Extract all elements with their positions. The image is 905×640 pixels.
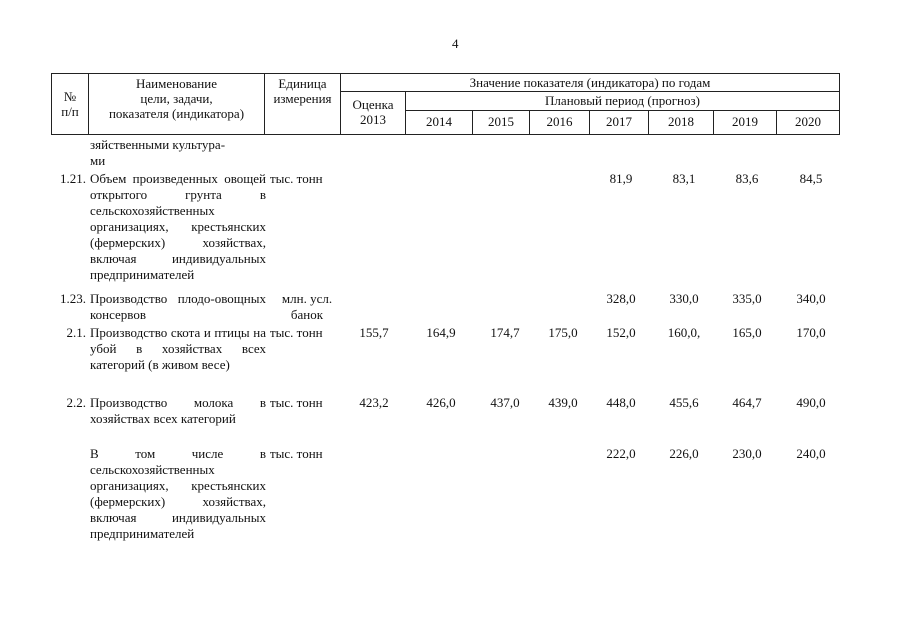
row-2-1-unit: тыс. тонн <box>270 325 323 340</box>
row-1-21-value-2017: 81,9 <box>609 171 633 186</box>
row-2-1-value-2015: 174,7 <box>490 325 520 340</box>
row-1-21-value-2020: 84,5 <box>799 171 823 186</box>
row-2-2-value-2020: 490,0 <box>796 395 826 410</box>
header-col-number: № п/п <box>61 89 79 119</box>
row-2-2-number: 2.2. <box>66 395 86 410</box>
row-2-2-value-2013: 423,2 <box>359 395 389 410</box>
header-year-2015: 2015 <box>488 114 514 129</box>
row-2-2-value-2014: 426,0 <box>426 395 456 410</box>
header-year-2017: 2017 <box>606 114 632 129</box>
row-2-1-value-2016: 175,0 <box>548 325 578 340</box>
row-1-23-value-2017: 328,0 <box>606 291 636 306</box>
row-1-21-name: Объем произведенных овощей открытого грунта в сельскохозяйственных организациях, крестьянских (фермерских) хозяйствах, включая индивидуальных предпринимателей <box>90 171 266 282</box>
row-1-23-value-2019: 335,0 <box>732 291 762 306</box>
row-1-21-number: 1.21. <box>60 171 86 186</box>
row-2-1-value-2020: 170,0 <box>796 325 826 340</box>
header-year-2014: 2014 <box>426 114 452 129</box>
row-1-23-value-2018: 330,0 <box>669 291 699 306</box>
row-2-1-value-2013: 155,7 <box>359 325 389 340</box>
row-1-23-value-2020: 340,0 <box>796 291 826 306</box>
row-2-2-value-2015: 437,0 <box>490 395 520 410</box>
header-planned-period: Плановый период (прогноз) <box>545 93 700 108</box>
row-2-1-value-2017: 152,0 <box>606 325 636 340</box>
row-continuation-name: зяйственными культура- ми <box>90 137 226 168</box>
row-subtotal-unit: тыс. тонн <box>270 446 323 461</box>
header-year-2019: 2019 <box>732 114 758 129</box>
row-2-2-value-2017: 448,0 <box>606 395 636 410</box>
row-2-1-value-2018: 160,0, <box>667 325 701 340</box>
header-year-2016: 2016 <box>546 114 573 129</box>
header-estimate-2013: Оценка 2013 <box>352 97 394 127</box>
row-subtotal-value-2017: 222,0 <box>606 446 636 461</box>
row-2-1-value-2014: 164,9 <box>426 325 456 340</box>
row-2-1-value-2019: 165,0 <box>732 325 762 340</box>
header-values-title: Значение показателя (индикатора) по годам <box>469 75 711 90</box>
row-1-23-unit: млн. усл. банок <box>281 291 333 322</box>
page-number: 4 <box>452 36 459 51</box>
row-subtotal-value-2020: 240,0 <box>796 446 826 461</box>
header-year-2020: 2020 <box>795 114 821 129</box>
row-2-1-number: 2.1. <box>66 325 86 340</box>
row-1-23-name: Производство плодо-овощных консервов <box>90 291 266 322</box>
row-1-21-value-2019: 83,6 <box>735 171 759 186</box>
header-year-2018: 2018 <box>668 114 694 129</box>
row-2-1-name: Производство скота и птицы на убой в хозяйствах всех категорий (в живом весе) <box>90 325 266 372</box>
row-1-21-unit: тыс. тонн <box>270 171 323 186</box>
row-subtotal-name: В том числе в сельскохозяйственных организациях, крестьянских (фермерских) хозяйствах, включая индивидуальных предпринимателей <box>90 446 266 541</box>
header-col-unit: Единица измерения <box>273 76 332 106</box>
row-1-23-number: 1.23. <box>60 291 86 306</box>
row-2-2-value-2019: 464,7 <box>732 395 762 410</box>
row-1-21-value-2018: 83,1 <box>672 171 696 186</box>
row-2-2-unit: тыс. тонн <box>270 395 323 410</box>
row-2-2-value-2016: 439,0 <box>548 395 578 410</box>
header-col-name: Наименование цели, задачи, показателя (индикатора) <box>108 76 245 121</box>
row-subtotal-value-2018: 226,0 <box>669 446 699 461</box>
row-subtotal-value-2019: 230,0 <box>732 446 762 461</box>
row-2-2-value-2018: 455,6 <box>669 395 699 410</box>
row-2-2-name: Производство молока в хозяйствах всех категорий <box>90 395 266 426</box>
